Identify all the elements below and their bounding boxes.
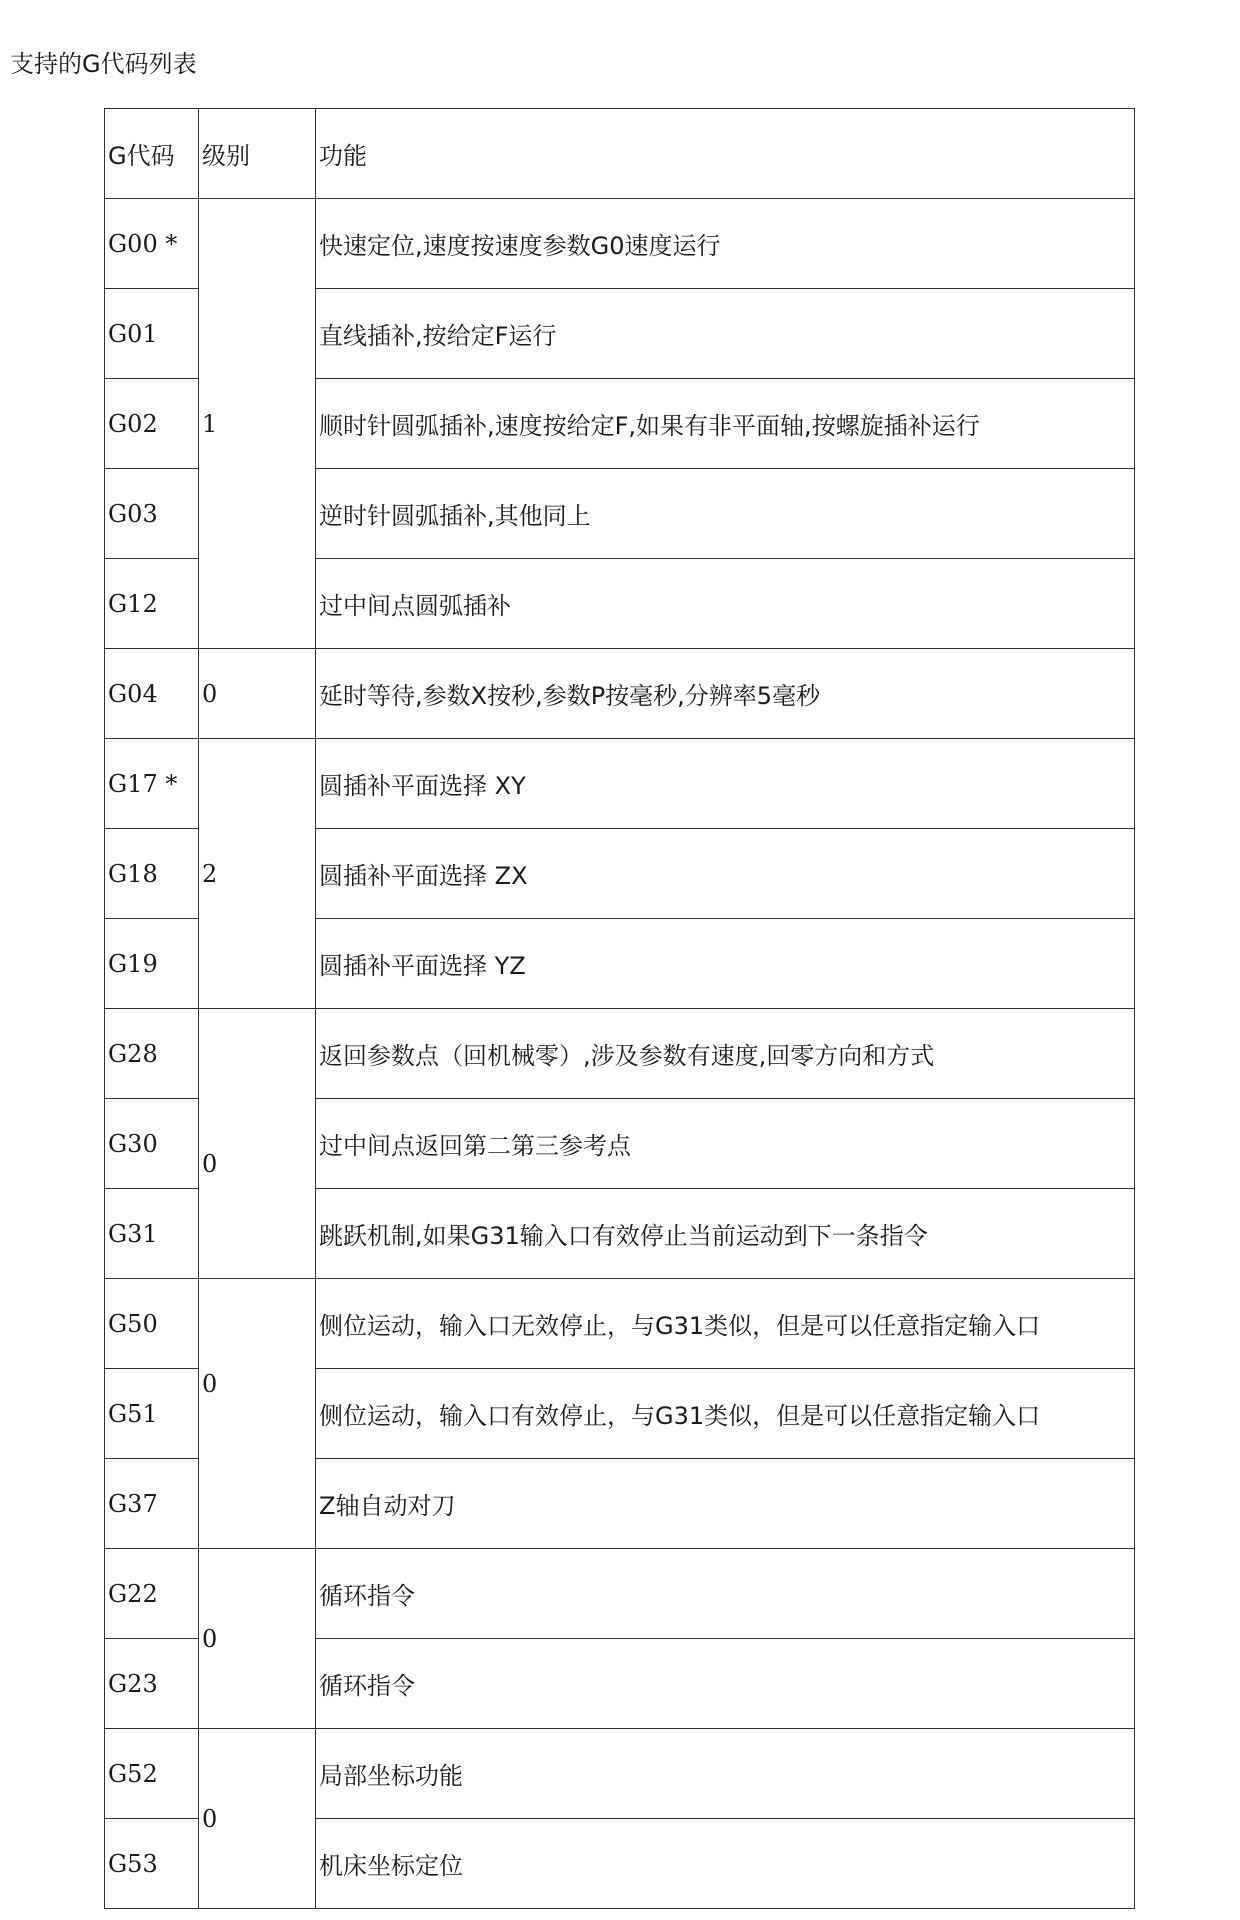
function-cell: 循环指令 bbox=[316, 1549, 1135, 1639]
function-cell: 直线插补,按给定F运行 bbox=[316, 289, 1135, 379]
level-cell: 0 bbox=[199, 1279, 316, 1549]
gcode-cell: G30 bbox=[105, 1099, 199, 1189]
function-cell: 圆插补平面选择 XY bbox=[316, 739, 1135, 829]
function-cell: 快速定位,速度按速度参数G0速度运行 bbox=[316, 199, 1135, 289]
gcode-cell: G17 * bbox=[105, 739, 199, 829]
function-cell: 过中间点返回第二第三参考点 bbox=[316, 1099, 1135, 1189]
gcode-cell: G12 bbox=[105, 559, 199, 649]
gcode-cell: G02 bbox=[105, 379, 199, 469]
level-cell: 0 bbox=[199, 1009, 316, 1279]
table-body bbox=[105, 199, 1135, 1909]
function-cell: 延时等待,参数X按秒,参数P按毫秒,分辨率5毫秒 bbox=[316, 649, 1135, 739]
function-cell: 局部坐标功能 bbox=[316, 1729, 1135, 1819]
gcode-cell: G01 bbox=[105, 289, 199, 379]
header-function: 功能 bbox=[316, 109, 1135, 199]
function-cell: Z轴自动对刀 bbox=[316, 1459, 1135, 1549]
level-cell: 1 bbox=[199, 199, 316, 649]
gcode-cell: G23 bbox=[105, 1639, 199, 1729]
level-cell: 0 bbox=[199, 649, 316, 739]
gcode-cell: G03 bbox=[105, 469, 199, 559]
gcode-cell: G52 bbox=[105, 1729, 199, 1819]
table-row bbox=[105, 1009, 1135, 1099]
table-row bbox=[105, 1729, 1135, 1819]
gcode-cell: G19 bbox=[105, 919, 199, 1009]
gcode-cell: G53 bbox=[105, 1819, 199, 1909]
gcode-cell: G18 bbox=[105, 829, 199, 919]
table-row bbox=[105, 199, 1135, 289]
gcode-table bbox=[104, 108, 1135, 1909]
level-cell: 0 bbox=[199, 1729, 316, 1909]
function-cell: 机床坐标定位 bbox=[316, 1819, 1135, 1909]
gcode-cell: G28 bbox=[105, 1009, 199, 1099]
gcode-cell: G00 * bbox=[105, 199, 199, 289]
level-cell: 2 bbox=[199, 739, 316, 1009]
gcode-cell: G51 bbox=[105, 1369, 199, 1459]
gcode-cell: G37 bbox=[105, 1459, 199, 1549]
function-cell: 圆插补平面选择 YZ bbox=[316, 919, 1135, 1009]
table-header-row bbox=[105, 109, 1135, 199]
function-cell: 过中间点圆弧插补 bbox=[316, 559, 1135, 649]
gcode-cell: G50 bbox=[105, 1279, 199, 1369]
function-cell: 跳跃机制,如果G31输入口有效停止当前运动到下一条指令 bbox=[316, 1189, 1135, 1279]
table-row bbox=[105, 1549, 1135, 1639]
function-cell: 顺时针圆弧插补,速度按给定F,如果有非平面轴,按螺旋插补运行 bbox=[316, 379, 1135, 469]
gcode-cell: G22 bbox=[105, 1549, 199, 1639]
level-cell: 0 bbox=[199, 1549, 316, 1729]
header-gcode: G代码 bbox=[105, 109, 199, 199]
header-level: 级别 bbox=[199, 109, 316, 199]
function-cell: 侧位运动，输入口有效停止，与G31类似，但是可以任意指定输入口 bbox=[316, 1369, 1135, 1459]
page-title: 支持的G代码列表 bbox=[10, 50, 197, 78]
table-row bbox=[105, 739, 1135, 829]
table-row bbox=[105, 649, 1135, 739]
function-cell: 返回参数点（回机械零）,涉及参数有速度,回零方向和方式 bbox=[316, 1009, 1135, 1099]
function-cell: 圆插补平面选择 ZX bbox=[316, 829, 1135, 919]
gcode-cell: G31 bbox=[105, 1189, 199, 1279]
function-cell: 逆时针圆弧插补,其他同上 bbox=[316, 469, 1135, 559]
function-cell: 循环指令 bbox=[316, 1639, 1135, 1729]
function-cell: 侧位运动，输入口无效停止，与G31类似，但是可以任意指定输入口 bbox=[316, 1279, 1135, 1369]
gcode-cell: G04 bbox=[105, 649, 199, 739]
table-row bbox=[105, 1279, 1135, 1369]
